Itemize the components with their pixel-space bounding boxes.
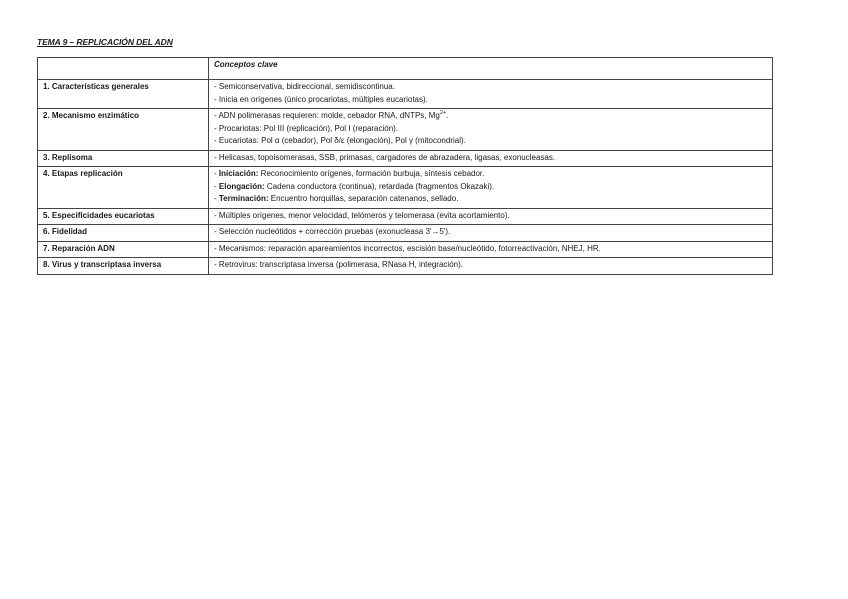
concept-line: - Elongación: Cadena conductora (continua), retardada (fragmentos Okazaki). — [214, 181, 495, 191]
page-title: TEMA 9 – REPLICACIÓN DEL ADN — [37, 37, 173, 47]
concept-line: - Terminación: Encuentro horquillas, separación catenanos, sellado. — [214, 194, 459, 203]
topic-cell: 7. Reparación ADN — [38, 241, 209, 258]
concepts-cell — [209, 225, 773, 242]
concepts-cell — [209, 109, 773, 151]
table-row — [38, 241, 773, 258]
concept-line: - Selección nucleótidos + corrección pruebas (exonucleasa 3'→5'). — [214, 227, 451, 236]
table-row — [38, 109, 773, 151]
topic-cell: 4. Etapas replicación — [38, 167, 209, 209]
concepts-cell — [209, 258, 773, 275]
concepts-cell — [209, 208, 773, 225]
table-row — [38, 167, 773, 209]
concept-line: - Mecanismos: reparación apareamientos incorrectos, escisión base/nucleótido, fotorreactivación, NHEJ, HR. — [214, 243, 601, 253]
stage-label: Iniciación: — [218, 169, 259, 178]
concept-line: - Eucariotas: Pol α (cebador), Pol δ/ε (elongación), Pol γ (mitocondrial). — [214, 136, 466, 145]
concepts-cell — [209, 167, 773, 209]
concept-line: - Procariotas: Pol III (replicación), Pol I (reparación). — [214, 123, 399, 133]
concept-line: - Semiconservativa, bidireccional, semidiscontinua. — [214, 82, 395, 91]
concept-line: - Helicasas, topoisomerasas, SSB, primasas, cargadores de abrazadera, ligasas, exonucleasas. — [214, 152, 556, 162]
stage-label: Elongación: — [218, 181, 265, 191]
concepts-cell — [209, 150, 773, 167]
concept-line: - ADN polimerasas requieren: molde, cebador RNA, dNTPs, $Mg^{2+}$. — [214, 110, 449, 120]
concept-line: - Iniciación: Reconocimiento orígenes, formación burbuja, síntesis cebador. — [214, 169, 485, 178]
table-row — [38, 258, 773, 275]
topic-cell: 3. Replisoma — [38, 150, 209, 167]
topic-cell: 5. Especificidades eucariotas — [38, 208, 209, 225]
table-header-row — [38, 58, 773, 80]
concepts-table — [37, 57, 773, 275]
header-concepts-cell: Conceptos clave — [209, 58, 773, 80]
concept-line: - Múltiples orígenes, menor velocidad, telómeros y telomerasa (evita acortamiento). — [214, 210, 510, 220]
header-topic-cell — [38, 58, 209, 80]
table-row — [38, 208, 773, 225]
topic-cell: 6. Fidelidad — [38, 225, 209, 242]
topic-cell: 8. Virus y transcriptasa inversa — [38, 258, 209, 275]
topic-cell: 2. Mecanismo enzimático — [38, 109, 209, 151]
stage-label: Terminación: — [218, 194, 269, 203]
concept-line: - Retrovirus: transcriptasa inversa (polimerasa, RNasa H, integración). — [214, 260, 463, 269]
table-row — [38, 150, 773, 167]
concept-line: - Inicia en orígenes (único procariotas, múltiples eucariotas). — [214, 94, 428, 104]
table-body — [38, 80, 773, 275]
superscript: 2+ — [439, 110, 447, 116]
concepts-cell — [209, 80, 773, 109]
table-row — [38, 80, 773, 109]
topic-cell: 1. Características generales — [38, 80, 209, 109]
concepts-cell — [209, 241, 773, 258]
table-row — [38, 225, 773, 242]
